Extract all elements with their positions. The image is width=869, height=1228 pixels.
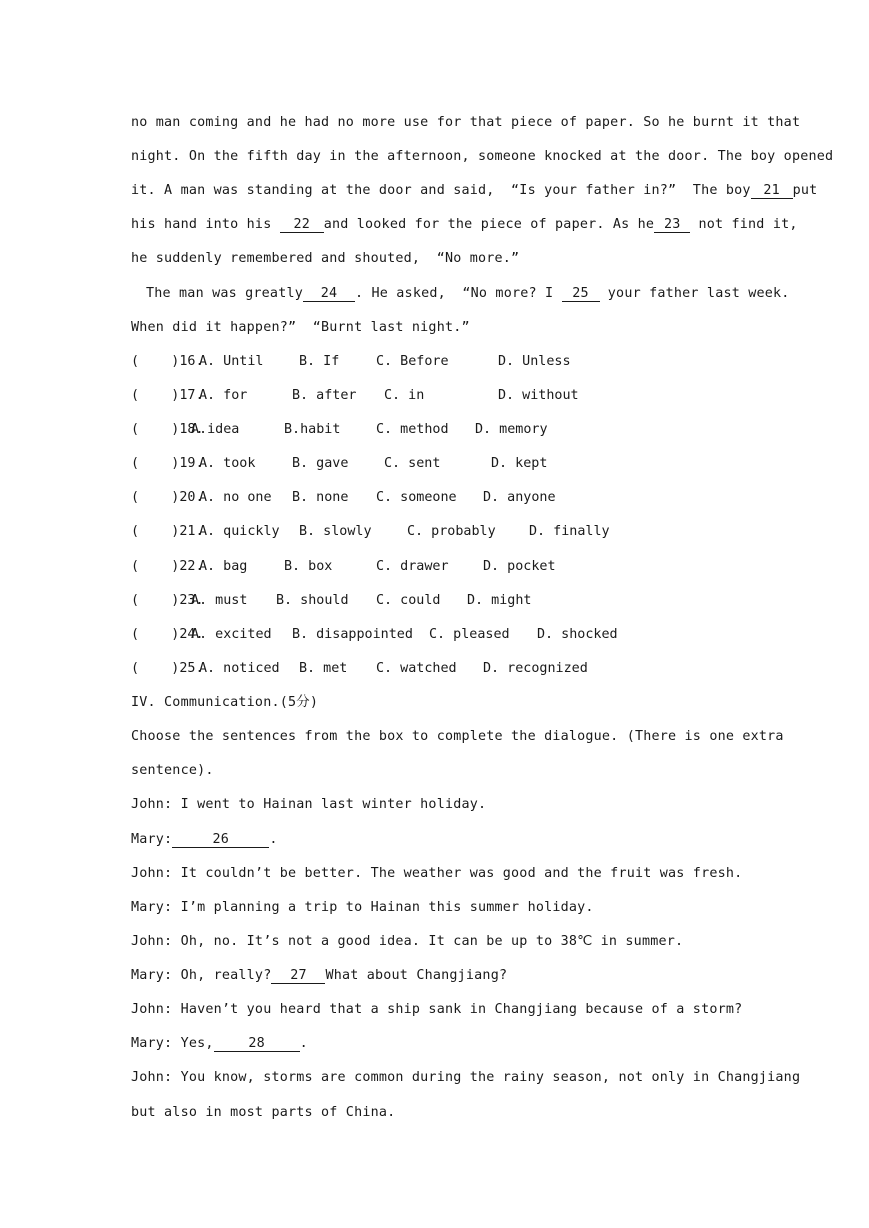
option-a: A. quickly bbox=[199, 524, 280, 539]
option-b: B.habit bbox=[284, 422, 341, 437]
passage-line bbox=[131, 217, 798, 233]
question-number: ( )23. bbox=[131, 593, 204, 608]
blank-22: 22 bbox=[280, 218, 324, 233]
option-a: A. noticed bbox=[199, 661, 280, 676]
dialogue-line: but also in most parts of China. bbox=[131, 1105, 396, 1120]
blank-21: 21 bbox=[751, 184, 793, 199]
passage-text: . He asked, “No more? I bbox=[354, 286, 562, 301]
passage-line bbox=[131, 183, 817, 199]
option-b: B. gave bbox=[292, 456, 349, 471]
option-b: B. none bbox=[292, 490, 349, 505]
question-number: ( )22. bbox=[131, 559, 204, 574]
dialogue-text: What about Changjiang? bbox=[325, 968, 508, 983]
blank-26: 26 bbox=[172, 833, 269, 848]
option-c: C. watched bbox=[376, 661, 457, 676]
option-b: B. box bbox=[284, 559, 333, 574]
option-c: C. could bbox=[376, 593, 441, 608]
option-d: D. recognized bbox=[483, 661, 588, 676]
passage-line bbox=[146, 286, 790, 302]
dialogue-line: Mary: I’m planning a trip to Hainan this summer holiday. bbox=[131, 900, 594, 915]
passage-line: When did it happen?” “Burnt last night.” bbox=[131, 320, 470, 335]
blank-23: 23 bbox=[654, 218, 690, 233]
section-instructions: sentence). bbox=[131, 763, 214, 778]
dialogue-line bbox=[131, 968, 507, 984]
dialogue-text: . bbox=[299, 1036, 308, 1051]
passage-text: your father last week. bbox=[599, 286, 790, 301]
option-d: D. Unless bbox=[498, 354, 571, 369]
option-b: B. after bbox=[292, 388, 357, 403]
section-instructions: Choose the sentences from the box to complete the dialogue. (There is one extra bbox=[131, 729, 784, 744]
passage-text: not find it, bbox=[690, 217, 798, 232]
dialogue-line: John: You know, storms are common during the rainy season, not only in Changjiang bbox=[131, 1070, 801, 1085]
blank-24: 24 bbox=[303, 287, 355, 302]
option-d: D. memory bbox=[475, 422, 548, 437]
question-number: ( )21. bbox=[131, 524, 204, 539]
option-a: A. bag bbox=[199, 559, 248, 574]
option-a: A. no one bbox=[199, 490, 272, 505]
option-d: D. anyone bbox=[483, 490, 556, 505]
passage-text: and looked for the piece of paper. As he bbox=[323, 217, 655, 232]
question-number: ( )18. bbox=[131, 422, 204, 437]
dialogue-line: John: I went to Hainan last winter holiday. bbox=[131, 797, 487, 812]
dialogue-line: John: Haven’t you heard that a ship sank in Changjiang because of a storm? bbox=[131, 1002, 743, 1017]
blank-27: 27 bbox=[271, 969, 325, 984]
question-number: ( )17. bbox=[131, 388, 204, 403]
option-a: A. for bbox=[199, 388, 248, 403]
dialogue-speaker: Mary: bbox=[131, 832, 173, 847]
dialogue-text: Mary: Yes, bbox=[131, 1036, 214, 1051]
option-c: C. Before bbox=[376, 354, 449, 369]
option-b: B. should bbox=[276, 593, 349, 608]
blank-25: 25 bbox=[562, 287, 600, 302]
option-d: D. might bbox=[467, 593, 532, 608]
passage-text: put bbox=[792, 183, 818, 198]
option-b: B. slowly bbox=[299, 524, 372, 539]
dialogue-text: Mary: Oh, really? bbox=[131, 968, 272, 983]
dialogue-text: . bbox=[269, 832, 278, 847]
option-d: D. kept bbox=[491, 456, 548, 471]
dialogue-line: John: Oh, no. It’s not a good idea. It can be up to 38℃ in summer. bbox=[131, 934, 684, 949]
option-c: C. someone bbox=[376, 490, 457, 505]
blank-28: 28 bbox=[214, 1037, 300, 1052]
passage-line: night. On the fifth day in the afternoon, someone knocked at the door. The boy opened bbox=[131, 149, 834, 164]
option-c: C. pleased bbox=[429, 627, 510, 642]
option-a: A. must bbox=[191, 593, 248, 608]
passage-line: he suddenly remembered and shouted, “No more.” bbox=[131, 251, 520, 266]
question-number: ( )19. bbox=[131, 456, 204, 471]
passage-text: his hand into his bbox=[131, 217, 280, 232]
option-a: A. took bbox=[199, 456, 256, 471]
option-a: A.idea bbox=[191, 422, 240, 437]
option-c: C. in bbox=[384, 388, 425, 403]
option-d: D. shocked bbox=[537, 627, 618, 642]
option-d: D. finally bbox=[529, 524, 610, 539]
option-a: A. excited bbox=[191, 627, 272, 642]
option-a: A. Until bbox=[199, 354, 264, 369]
dialogue-line bbox=[131, 1036, 308, 1052]
question-number: ( )16. bbox=[131, 354, 204, 369]
option-b: B. met bbox=[299, 661, 348, 676]
dialogue-line: John: It couldn’t be better. The weather was good and the fruit was fresh. bbox=[131, 866, 743, 881]
question-number: ( )24. bbox=[131, 627, 204, 642]
option-b: B. disappointed bbox=[292, 627, 413, 642]
option-d: D. pocket bbox=[483, 559, 556, 574]
option-c: C. probably bbox=[407, 524, 496, 539]
option-c: C. drawer bbox=[376, 559, 449, 574]
section-heading: IV. Communication.(5分) bbox=[131, 695, 319, 710]
option-c: C. method bbox=[376, 422, 449, 437]
passage-text: it. A man was standing at the door and said, “Is your father in?” The boy bbox=[131, 183, 751, 198]
option-c: C. sent bbox=[384, 456, 441, 471]
option-d: D. without bbox=[498, 388, 579, 403]
passage-text: The man was greatly bbox=[146, 286, 303, 301]
question-number: ( )25. bbox=[131, 661, 204, 676]
passage-line: no man coming and he had no more use for that piece of paper. So he burnt it that bbox=[131, 115, 801, 130]
question-number: ( )20. bbox=[131, 490, 204, 505]
dialogue-line bbox=[131, 832, 278, 848]
option-b: B. If bbox=[299, 354, 340, 369]
